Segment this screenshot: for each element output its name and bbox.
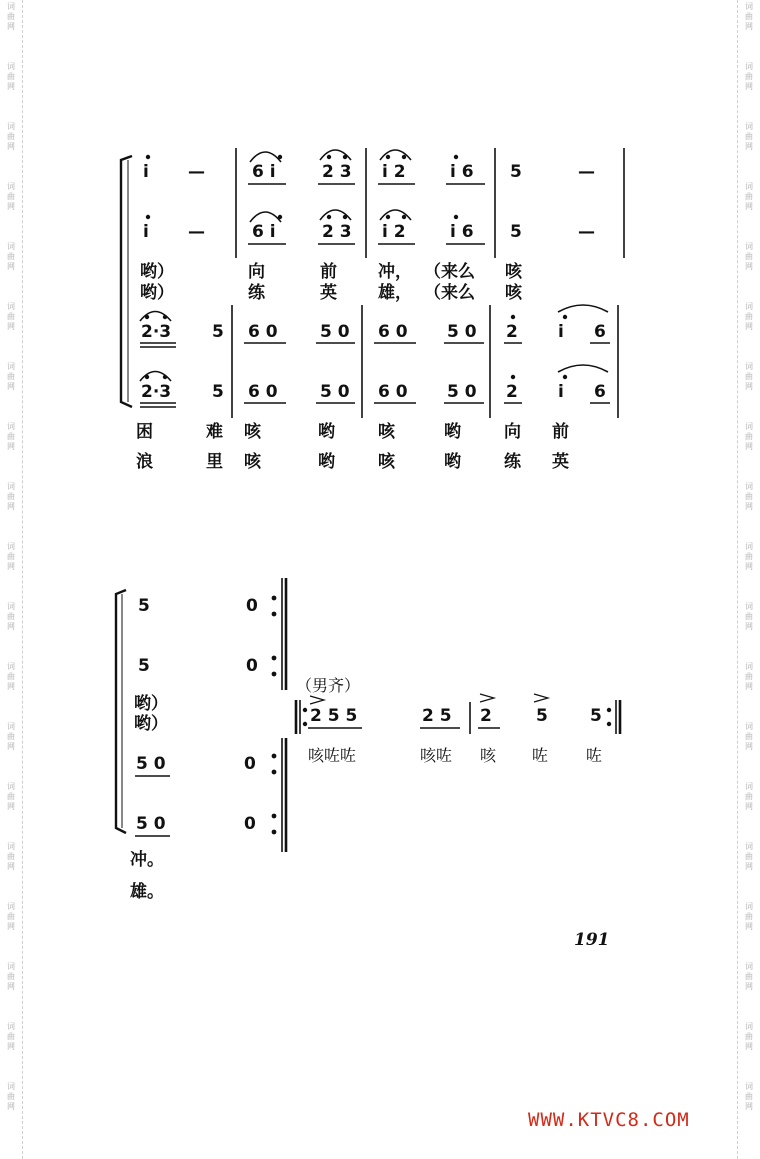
system2-part3-note-1: 0: [244, 754, 256, 774]
watermark-mark: 词 曲 网: [745, 722, 753, 751]
system2-lyric3-word-0: 冲。: [130, 850, 164, 870]
system2-lyric2-word-0: 哟）: [134, 714, 168, 734]
system1-part4-note-3: 5 0: [320, 382, 350, 402]
system2-part1-note-0: 5: [138, 596, 150, 616]
system1-part3-note-4: 6 0: [378, 322, 408, 342]
system1-part1-note-1: —: [188, 162, 205, 182]
system1-lyric4-word-3: 哟: [318, 452, 335, 472]
system1-lyric1-word-3: 冲，: [378, 262, 412, 282]
system1-part3-note-0: 2·3: [141, 322, 172, 342]
watermark-mark: 词 曲 网: [745, 962, 753, 991]
system1-part2-note-2: 6 i: [252, 222, 276, 242]
watermark-mark: 词 曲 网: [7, 722, 15, 751]
system1-lyric3-word-0: 困: [136, 422, 153, 442]
system1-lyric2-word-2: 英: [320, 283, 337, 303]
system1-part1-note-4: i 2: [382, 162, 406, 182]
system1-lyric3-word-4: 咳: [378, 422, 395, 442]
system1-lyric3-word-5: 哟: [444, 422, 461, 442]
system1-lyric2-word-5: 咳: [505, 283, 522, 303]
watermark-mark: 词 曲 网: [7, 422, 15, 451]
system1-part1-note-5: i 6: [450, 162, 474, 182]
male-unison-label: （男齐）: [296, 676, 361, 695]
watermark-mark: 词 曲 网: [7, 962, 15, 991]
watermark-mark: 词 曲 网: [7, 842, 15, 871]
system1-part2-note-5: i 6: [450, 222, 474, 242]
system1-lyric2-word-4: （来么: [424, 283, 475, 303]
watermark-mark: 词 曲 网: [745, 362, 753, 391]
watermark-mark: 词 曲 网: [745, 662, 753, 691]
system2-part3-note-0: 5 0: [136, 754, 166, 774]
watermark-mark: 词 曲 网: [7, 62, 15, 91]
watermark-mark: 词 曲 网: [745, 542, 753, 571]
watermark-mark: 词 曲 网: [7, 782, 15, 811]
system2-part4-note-0: 5 0: [136, 814, 166, 834]
watermark-mark: 词 曲 网: [745, 602, 753, 631]
system1-part2-note-6: 5: [510, 222, 522, 242]
system1-part2-note-1: —: [188, 222, 205, 242]
system1-part3-note-7: i: [558, 322, 564, 342]
system1-lyric1-word-4: （来么: [424, 262, 475, 282]
watermark-mark: 词 曲 网: [7, 902, 15, 931]
system2-lyric1-word-0: 哟）: [134, 694, 168, 714]
watermark-mark: 词 曲 网: [7, 362, 15, 391]
system1-part2-note-4: i 2: [382, 222, 406, 242]
watermark-mark: 词 曲 网: [745, 1022, 753, 1051]
system1-part4-note-8: 6: [594, 382, 606, 402]
system1-part4-note-4: 6 0: [378, 382, 408, 402]
watermark-mark: 词 曲 网: [745, 482, 753, 511]
site-watermark: WWW.KTVC8.COM: [528, 1109, 690, 1131]
system1-part3-note-3: 5 0: [320, 322, 350, 342]
male-note-2: 2: [480, 706, 492, 726]
system1-lyric3-word-6: 向: [504, 422, 521, 442]
system1-part1-note-2: 6 i: [252, 162, 276, 182]
watermark-mark: 词 曲 网: [7, 662, 15, 691]
watermark-mark: 词 曲 网: [745, 242, 753, 271]
watermark-mark: 词 曲 网: [7, 482, 15, 511]
watermark-mark: 词 曲 网: [745, 122, 753, 151]
system1-lyric2-word-1: 练: [248, 283, 265, 303]
watermark-mark: 词 曲 网: [745, 842, 753, 871]
watermark-mark: 词 曲 网: [745, 2, 753, 31]
system2-part2-note-1: 0: [246, 656, 258, 676]
system1-part1-note-0: i: [143, 162, 149, 182]
system1-part3-note-1: 5: [212, 322, 224, 342]
watermark-mark: 词 曲 网: [745, 182, 753, 211]
male-note-3: 5: [536, 706, 548, 726]
system1-part3-note-8: 6: [594, 322, 606, 342]
system2-part2-note-0: 5: [138, 656, 150, 676]
watermark-mark: 词 曲 网: [7, 182, 15, 211]
male-lyric-0: 咳咗咗: [308, 746, 357, 765]
male-lyric-4: 咗: [586, 746, 603, 765]
system2-lyric4-word-0: 雄。: [130, 882, 164, 902]
system1-lyric1-word-2: 前: [320, 262, 337, 282]
male-note-4: 5: [590, 706, 602, 726]
system1-part4-note-7: i: [558, 382, 564, 402]
watermark-mark: 词 曲 网: [745, 302, 753, 331]
system2-part1-note-1: 0: [246, 596, 258, 616]
system1-lyric1-word-0: 哟）: [140, 262, 174, 282]
system1-lyric4-word-7: 英: [552, 452, 569, 472]
system1-part4-note-1: 5: [212, 382, 224, 402]
system1-part3-note-6: 2: [506, 322, 518, 342]
system1-part1-note-3: 2 3: [322, 162, 352, 182]
male-note-0: 2 5 5: [310, 706, 358, 726]
watermark-mark: 词 曲 网: [745, 62, 753, 91]
system1-lyric3-word-7: 前: [552, 422, 569, 442]
system2-part4-note-1: 0: [244, 814, 256, 834]
watermark-mark: 词 曲 网: [7, 2, 15, 31]
system1-part2-note-7: —: [578, 222, 595, 242]
system1-part1-note-6: 5: [510, 162, 522, 182]
system1-lyric1-word-1: 向: [248, 262, 265, 282]
system1-lyric3-word-3: 哟: [318, 422, 335, 442]
watermark-mark: 词 曲 网: [745, 422, 753, 451]
system1-lyric4-word-1: 里: [206, 452, 223, 472]
male-note-1: 2 5: [422, 706, 452, 726]
watermark-mark: 词 曲 网: [7, 1082, 15, 1111]
system1-lyric2-word-3: 雄，: [378, 283, 412, 303]
system1-part3-note-2: 6 0: [248, 322, 278, 342]
watermark-mark: 词 曲 网: [7, 302, 15, 331]
watermark-mark: 词 曲 网: [745, 1082, 753, 1111]
system1-part2-note-3: 2 3: [322, 222, 352, 242]
system1-lyric4-word-5: 哟: [444, 452, 461, 472]
watermark-mark: 词 曲 网: [7, 542, 15, 571]
watermark-mark: 词 曲 网: [7, 122, 15, 151]
system1-part4-note-6: 2: [506, 382, 518, 402]
system1-part4-note-5: 5 0: [447, 382, 477, 402]
system1-lyric3-word-2: 咳: [244, 422, 261, 442]
watermark-mark: 词 曲 网: [7, 1022, 15, 1051]
page-number: 191: [574, 930, 610, 950]
system1-part3-note-5: 5 0: [447, 322, 477, 342]
system1-lyric2-word-0: 哟）: [140, 283, 174, 303]
watermark-mark: 词 曲 网: [745, 782, 753, 811]
system1-lyric4-word-0: 浪: [136, 452, 153, 472]
system1-part1-note-7: —: [578, 162, 595, 182]
watermark-mark: 词 曲 网: [7, 242, 15, 271]
male-lyric-1: 咳咗: [420, 746, 453, 765]
system1-lyric4-word-2: 咳: [244, 452, 261, 472]
system1-part2-note-0: i: [143, 222, 149, 242]
male-lyric-3: 咗: [532, 746, 549, 765]
system1-lyric3-word-1: 难: [206, 422, 223, 442]
system1-lyric1-word-5: 咳: [505, 262, 522, 282]
system1-part4-note-2: 6 0: [248, 382, 278, 402]
system1-part4-note-0: 2·3: [141, 382, 172, 402]
system1-lyric4-word-6: 练: [504, 452, 521, 472]
male-lyric-2: 咳: [480, 746, 497, 765]
watermark-mark: 词 曲 网: [7, 602, 15, 631]
watermark-mark: 词 曲 网: [745, 902, 753, 931]
system1-lyric4-word-4: 咳: [378, 452, 395, 472]
